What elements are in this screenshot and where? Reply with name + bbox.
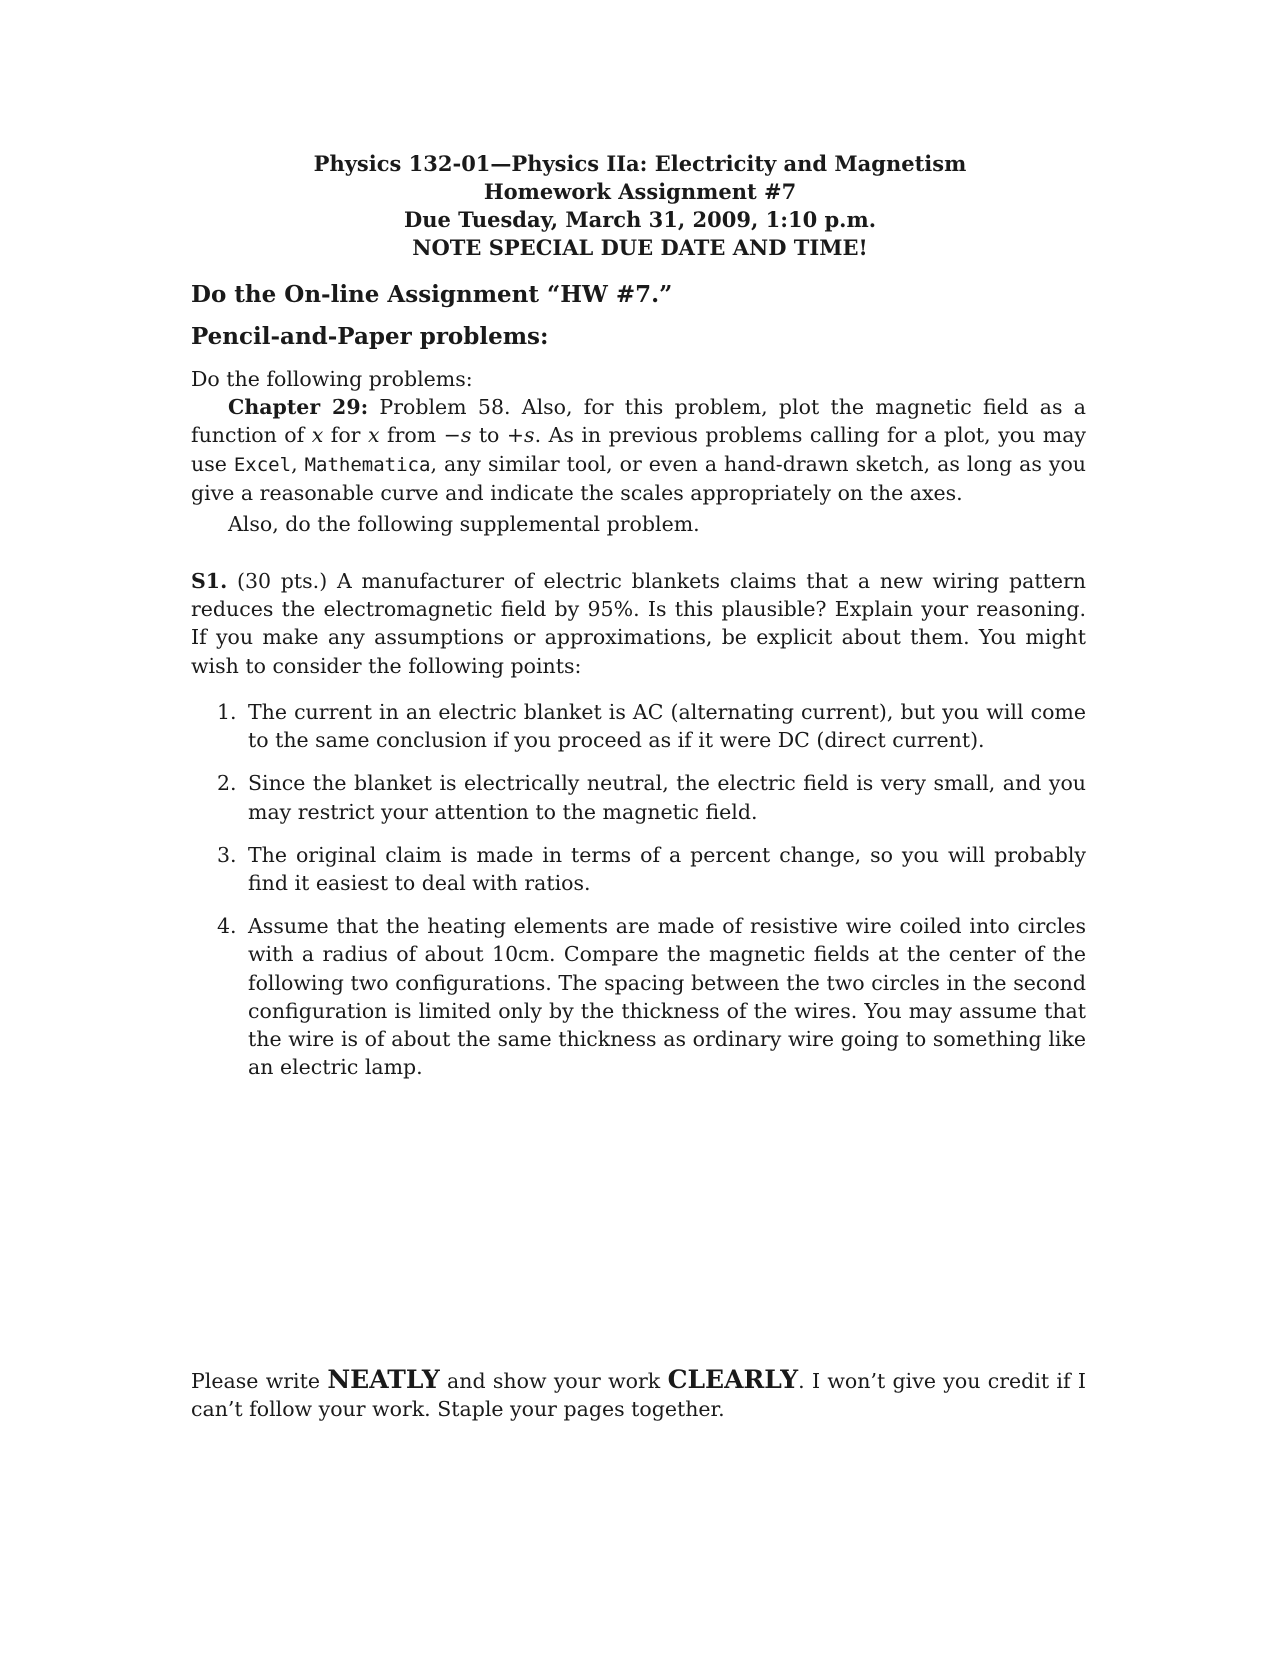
due-date: Due Tuesday, March 31, 2009, 1:10 p.m. (403, 207, 877, 232)
list-item-number: 2. (217, 771, 237, 796)
list-item-text: The current in an electric blanket is AC (alternating current), but you will come to the same conclusion if you proceed as if it were DC (direct current). (248, 700, 1086, 753)
tool-mathematica: Mathematica (304, 453, 431, 476)
footer-note (191, 1366, 1086, 1423)
list-item (191, 698, 1086, 754)
due-date-note: NOTE SPECIAL DUE DATE AND TIME! (412, 235, 868, 260)
math-x: x (367, 423, 380, 448)
footer-text: and show your work (439, 1369, 668, 1393)
chapter-paragraph (191, 393, 1086, 507)
footer-text: . I won’t give you credit if I can’t follow your work. Staple your pages together. (191, 1369, 1086, 1422)
footer-emphasis-neatly: NEATLY (327, 1365, 440, 1394)
assignment-title: Homework Assignment #7 (483, 179, 797, 204)
list-item (191, 769, 1086, 825)
tool-excel: Excel (233, 453, 292, 476)
document-header (190, 150, 1090, 262)
list-item (191, 841, 1086, 897)
list-item-text: The original claim is made in terms of a percent change, so you will probably find it easiest to deal with ratios. (248, 842, 1086, 896)
math-pos-s: +s (506, 423, 535, 448)
text-from: from (379, 423, 444, 448)
math-x: x (311, 423, 324, 448)
problems-block (191, 365, 1086, 507)
list-item-text: Assume that the heating elements are made of resistive wire coiled into circles with a radius of about 10cm. Compare the magnetic fields at the center of the following two configurations. The spacing between the two circles in the second configuration is limited only by the thickness of the wires. You may assume that the wire is of about the same thickness as ordinary wire going to something like an electric lamp. (248, 914, 1086, 1080)
chapter-text: . As in previous problems calling for a plot, you may use (191, 423, 1087, 476)
s1-points-list (191, 698, 1086, 1081)
chapter-text: Problem 58. Also, for this problem, plot the magnetic field as a function of (191, 395, 1086, 448)
list-item-number: 4. (217, 914, 237, 939)
footer-text: Please write (191, 1369, 328, 1393)
text-for: for (323, 423, 368, 448)
footer-emphasis-clearly: CLEARLY (667, 1365, 799, 1394)
comma: , (291, 451, 305, 476)
course-title: Physics 132-01—Physics IIa: Electricity and Magnetism (313, 151, 967, 176)
chapter-text: , any similar tool, or even a hand-drawn sketch, as long as you give a reasonable curve and indicate the scales appropriately on the axes. (191, 451, 1086, 505)
list-item-number: 1. (217, 700, 237, 724)
math-neg-s: −s (443, 423, 472, 448)
chapter-label: Chapter 29: (228, 395, 369, 420)
s1-problem (191, 567, 1086, 680)
problems-intro: Do the following problems: (191, 367, 473, 391)
supplemental-intro: Also, do the following supplemental problem. (228, 512, 700, 536)
text-to: to (471, 423, 507, 448)
pencil-paper-heading: Pencil-and-Paper problems: (191, 323, 549, 350)
list-item-number: 3. (217, 842, 237, 867)
s1-label: S1. (191, 569, 228, 593)
s1-text: (30 pts.) A manufacturer of electric blankets claims that a new wiring pattern reduces the electromagnetic field by 95%. Is this plausible? Explain your reasoning. If you make any assumptions or approximations, be explicit about them. You might wish to consider the following points: (191, 569, 1086, 678)
online-assignment-heading: Do the On-line Assignment “HW #7.” (191, 281, 673, 308)
list-item (191, 912, 1086, 1081)
list-item-text: Since the blanket is electrically neutral, the electric field is very small, and you may restrict your attention to the magnetic field. (248, 771, 1086, 824)
